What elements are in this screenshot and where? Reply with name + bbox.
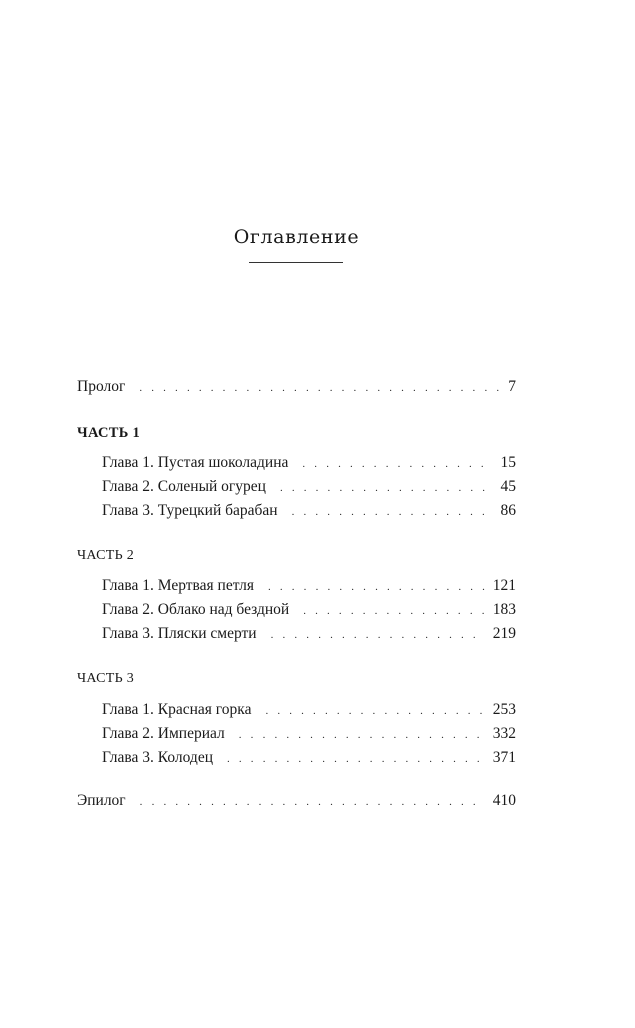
toc-entry-page: 15 (500, 454, 516, 471)
toc-entry-part3-chapter2[interactable] (102, 724, 516, 744)
toc-leader-dots (268, 577, 485, 597)
toc-entry-part3-chapter3[interactable] (102, 748, 516, 768)
toc-entry-page: 253 (492, 701, 516, 718)
toc-entry-label: Эпилог (77, 792, 126, 809)
toc-entry-epilogue[interactable] (77, 791, 516, 811)
toc-entry-label: Глава 3. Турецкий барабан (102, 502, 278, 519)
toc-entry-page: 410 (492, 792, 516, 809)
toc-entry-label: Глава 1. Мертвая петля (102, 577, 254, 594)
toc-leader-dots (302, 454, 492, 474)
toc-entry-prologue[interactable] (77, 377, 516, 397)
toc-leader-dots (303, 601, 485, 621)
toc-entry-page: 332 (492, 725, 516, 742)
toc-leader-dots (271, 625, 485, 645)
toc-entry-label: Глава 1. Пустая шоколадина (102, 454, 289, 471)
toc-entry-part3-chapter1[interactable] (102, 700, 516, 720)
toc-entry-page: 45 (500, 478, 516, 495)
toc-entry-part1-chapter3[interactable] (102, 501, 516, 521)
toc-leader-dots (227, 749, 485, 769)
toc-leader-dots (265, 701, 484, 721)
toc-entry-part2-chapter2[interactable] (102, 600, 516, 620)
toc-entry-part1-chapter2[interactable] (102, 477, 516, 497)
page-title: Оглавление (233, 226, 360, 248)
part-heading-1: ЧАСТЬ 1 (77, 425, 141, 441)
toc-entry-label: Глава 3. Колодец (102, 749, 213, 766)
toc-entry-label: Глава 2. Облако над бездной (102, 601, 290, 618)
toc-entry-part1-chapter1[interactable] (102, 453, 516, 473)
toc-leader-dots (140, 792, 485, 812)
toc-leader-dots (280, 478, 493, 498)
toc-entry-label: Глава 1. Красная горка (102, 701, 252, 718)
toc-entry-label: Пролог (77, 378, 126, 395)
toc-entry-part2-chapter1[interactable] (102, 576, 516, 596)
toc-entry-part2-chapter3[interactable] (102, 624, 516, 644)
toc-leader-dots (292, 502, 493, 522)
toc-entry-page: 121 (492, 577, 516, 594)
toc-leader-dots (139, 378, 500, 398)
part-heading-3: ЧАСТЬ 3 (77, 671, 135, 686)
toc-entry-page: 86 (500, 502, 516, 519)
toc-entry-label: Глава 3. Пляски смерти (102, 625, 257, 642)
toc-entry-page: 219 (492, 625, 516, 642)
toc-leader-dots (239, 725, 485, 745)
title-divider (249, 262, 343, 263)
toc-entry-label: Глава 2. Соленый огурец (102, 478, 266, 495)
toc-entry-page: 7 (508, 378, 516, 395)
toc-entry-label: Глава 2. Империал (102, 725, 225, 742)
toc-entry-page: 183 (492, 601, 516, 618)
part-heading-2: ЧАСТЬ 2 (77, 548, 135, 563)
toc-entry-page: 371 (492, 749, 516, 766)
